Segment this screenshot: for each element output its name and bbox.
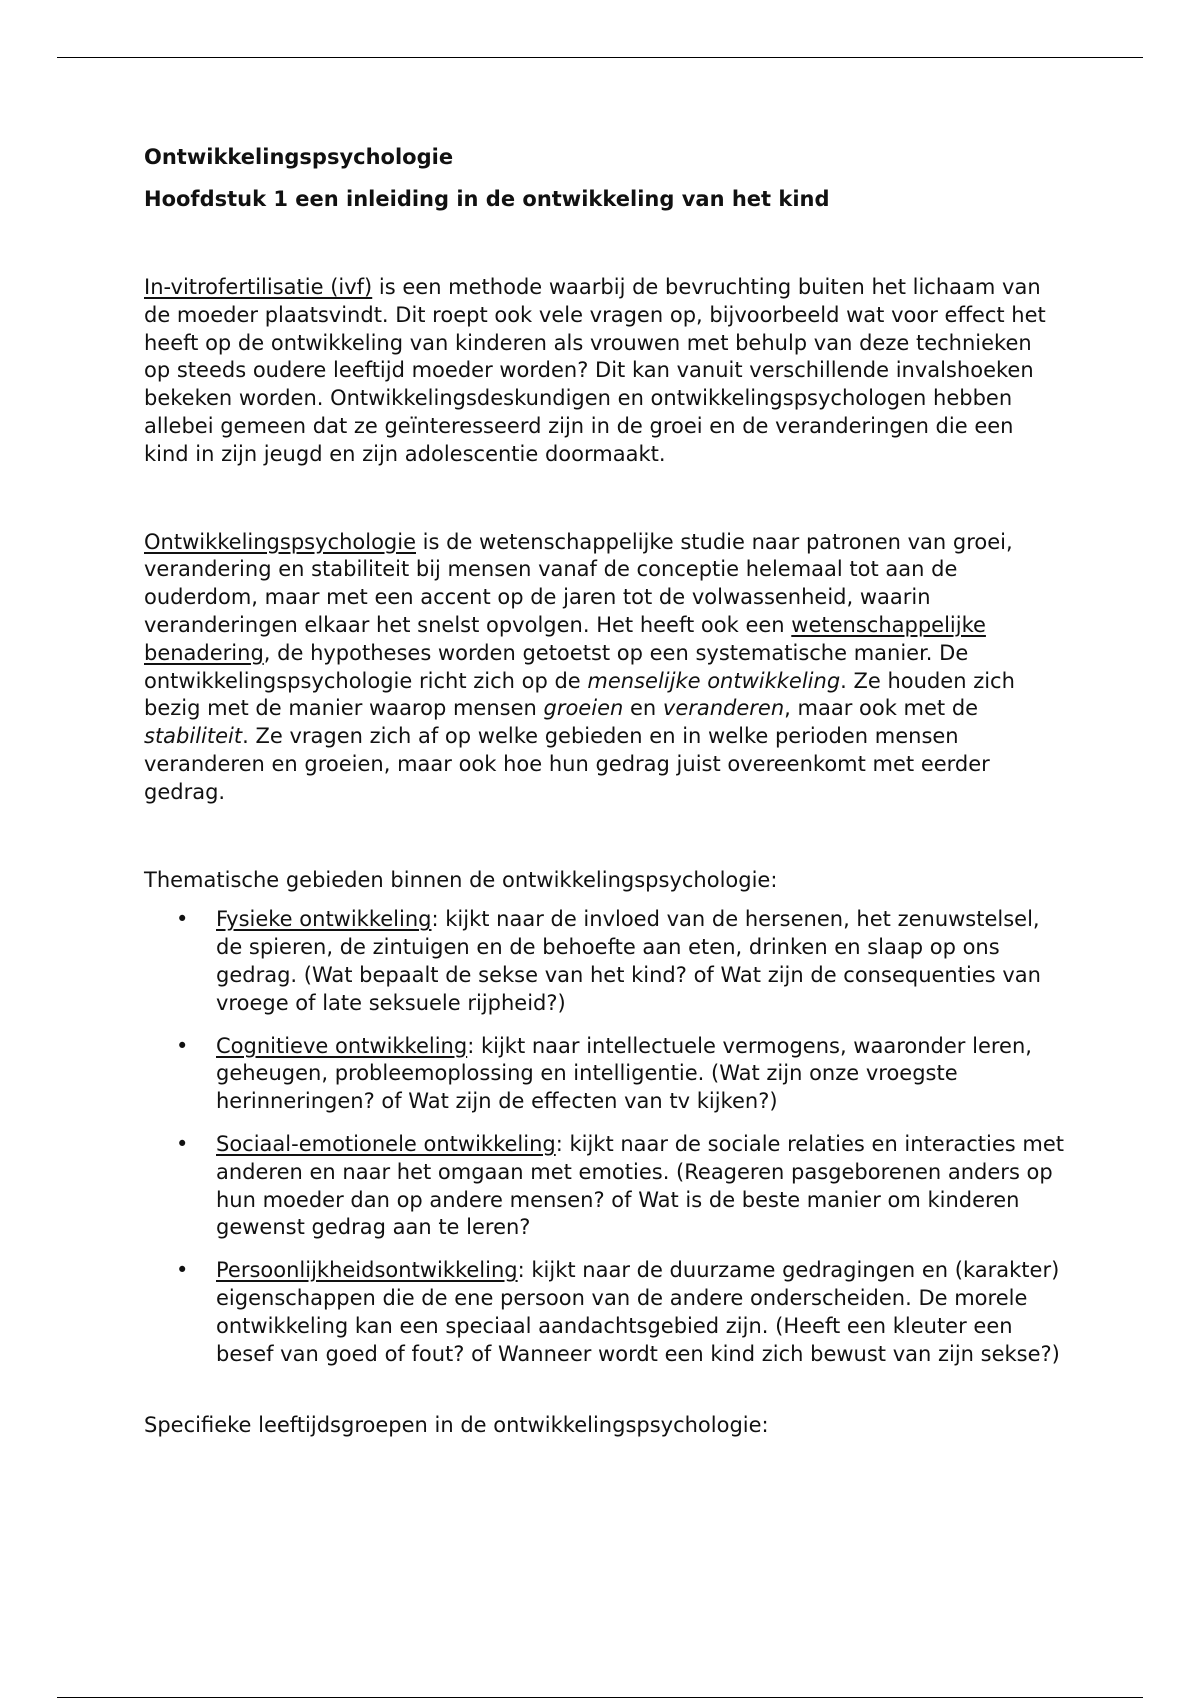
bullet-icon: • bbox=[176, 1131, 189, 1156]
definition-text-6: . Ze vragen zich af op welke gebieden en in welke perioden mensen veranderen en groeien, maar ook hoe hun gedrag juist overeenkomt met eerder gedrag. bbox=[144, 724, 990, 804]
em-groeien: groeien bbox=[543, 696, 624, 721]
term-ontwikkelingspsychologie: Ontwikkelingspsychologie bbox=[144, 529, 416, 554]
definition-text-2: , de hypotheses worden getoetst op een systematische manier. De ontwikkelingspsychologie richt zich op de bbox=[144, 640, 969, 693]
em-menselijke-ontwikkeling: menselijke ontwikkeling bbox=[587, 668, 841, 693]
list-item bbox=[144, 1257, 1064, 1368]
bullet-icon: • bbox=[176, 907, 189, 932]
document-body bbox=[144, 142, 1064, 1440]
paragraph-definition bbox=[144, 529, 1064, 807]
theme-text: : kijkt naar de duurzame gedragingen en (karakter) eigenschappen die de ene persoon van de andere onderscheiden. De morele ontwikkeling kan een speciaal aandachtsgebied zijn. (Heeft een kleuter een besef van goed of fout? of Wanneer wordt een kind zich bewust van zijn sekse?) bbox=[216, 1258, 1060, 1366]
theme-text: : kijkt naar de invloed van de hersenen, het zenuwstelsel, de spieren, de zintuigen en de behoefte aan eten, drinken en slaap op ons gedrag. (Wat bepaalt de sekse van het kind? of Wat zijn de consequenties van vroege of late seksuele rijpheid?) bbox=[216, 907, 1041, 1015]
top-rule bbox=[57, 57, 1143, 58]
em-veranderen: veranderen bbox=[662, 696, 785, 721]
theme-term: Fysieke ontwikkeling bbox=[216, 907, 432, 932]
document-title: Ontwikkelingspsychologie bbox=[144, 145, 454, 169]
themes-list bbox=[144, 906, 1064, 1368]
list-item bbox=[144, 906, 1064, 1017]
age-groups-intro: Specifieke leeftijdsgroepen in de ontwikkelingspsychologie: bbox=[144, 1413, 769, 1438]
bullet-icon: • bbox=[176, 1258, 189, 1283]
em-stabiliteit: stabiliteit bbox=[144, 724, 243, 749]
list-item bbox=[144, 1033, 1064, 1116]
definition-text-3: . Ze houden zich bezig met de manier waarop mensen bbox=[144, 668, 1015, 721]
paragraph-ivf-text: is een methode waarbij de bevruchting buiten het lichaam van de moeder plaatsvindt. Dit roept ook vele vragen op, bijvoorbeeld wat voor effect het heeft op de ontwikkeling van kinderen als vrouwen met behulp van deze technieken op steeds oudere leeftijd moeder worden? Dit kan vanuit verschillende invalshoeken bekeken worden. Ontwikkelingsdeskundigen en ontwikkelingspsychologen hebben allebei gemeen dat ze geïnteresseerd zijn in de groei en de veranderingen die een kind in zijn jeugd en zijn adolescentie doormaakt. bbox=[144, 275, 1046, 466]
theme-text: : kijkt naar intellectuele vermogens, waaronder leren, geheugen, probleemoplossing en intelligentie. (Wat zijn onze vroegste herinneringen? of Wat zijn de effecten van tv kijken?) bbox=[216, 1033, 1032, 1114]
theme-text: : kijkt naar de sociale relaties en interacties met anderen en naar het omgaan met emoties. (Reageren pasgeborenen anders op hun moeder dan op andere mensen? of Wat is de beste manier om kinderen gewenst gedrag aan te leren? bbox=[216, 1131, 1064, 1240]
term-ivf: In-vitrofertilisatie (ivf) bbox=[144, 275, 373, 299]
chapter-title: Hoofdstuk 1 een inleiding in de ontwikkeling van het kind bbox=[144, 187, 830, 211]
definition-text-4: en bbox=[623, 696, 663, 721]
theme-term: Cognitieve ontwikkeling bbox=[216, 1033, 468, 1058]
term-wetenschappelijke-benadering: wetenschappelijke benadering bbox=[144, 612, 986, 665]
theme-term: Persoonlijkheidsontwikkeling bbox=[216, 1258, 518, 1283]
definition-text-5: , maar ook met de bbox=[784, 696, 979, 721]
list-item bbox=[144, 1131, 1064, 1242]
bullet-icon: • bbox=[176, 1033, 189, 1058]
bottom-rule bbox=[57, 1697, 1143, 1698]
themes-intro: Thematische gebieden binnen de ontwikkelingspsychologie: bbox=[144, 867, 778, 892]
definition-text-1: is de wetenschappelijke studie naar patronen van groei, verandering en stabiliteit bij mensen vanaf de conceptie helemaal tot aan de ouderdom, maar met een accent op de jaren tot de volwassenheid, waarin veranderingen elkaar het snelst opvolgen. Het heeft ook een bbox=[144, 529, 1013, 637]
theme-term: Sociaal-emotionele ontwikkeling bbox=[216, 1131, 556, 1156]
paragraph-ivf bbox=[144, 274, 1064, 469]
